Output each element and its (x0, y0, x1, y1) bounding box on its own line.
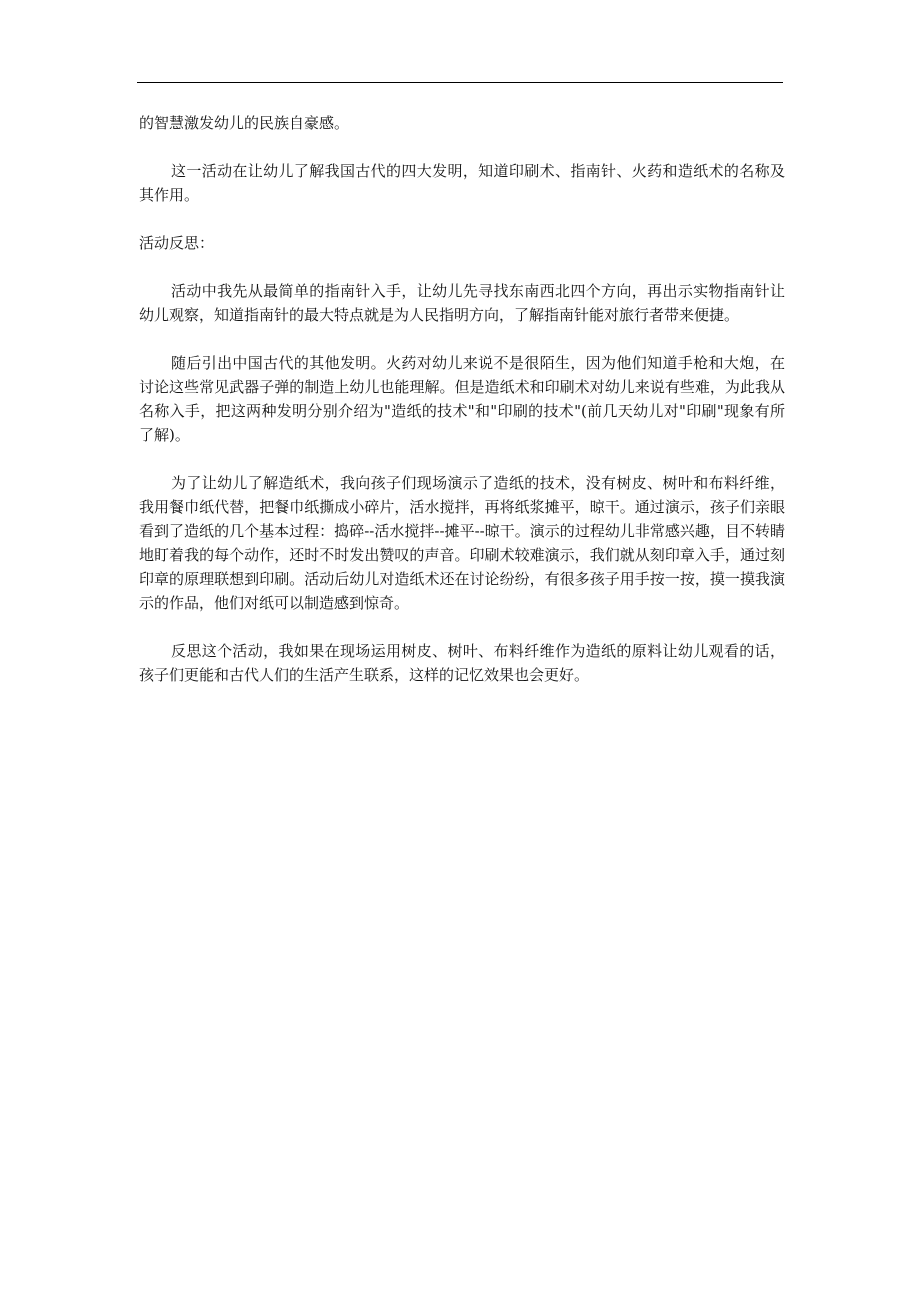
paragraph-papermaking-demo: 为了让幼儿了解造纸术，我向孩子们现场演示了造纸的技术，没有树皮、树叶和布料纤维，我用餐巾纸代替，把餐巾纸撕成小碎片，活水搅拌，再将纸浆摊平，晾干。通过演示，孩子们亲眼看到了造纸的几个基本过程：捣碎--活水搅拌--摊平--晾干。演示的过程幼儿非常感兴趣，目不转睛地盯着我的每个动作，还时不时发出赞叹的声音。印刷术较难演示，我们就从刻印章入手，通过刻印章的原理联想到印刷。活动后幼儿对造纸术还在讨论纷纷，有很多孩子用手按一按，摸一摸我演示的作品，他们对纸可以制造感到惊奇。 (139, 474, 785, 612)
paragraph-activity-summary: 这一活动在让幼儿了解我国古代的四大发明，知道印刷术、指南针、火药和造纸术的名称及其作用。 (139, 162, 785, 204)
header-rule (137, 82, 783, 83)
paragraph-continuation: 的智慧激发幼儿的民族自豪感。 (139, 114, 350, 132)
section-heading-reflection: 活动反思： (139, 234, 215, 252)
paragraph-compass: 活动中我先从最简单的指南针入手，让幼儿先寻找东南西北四个方向，再出示实物指南针让幼儿观察，知道指南针的最大特点就是为人民指明方向，了解指南针能对旅行者带来便捷。 (139, 282, 785, 324)
paragraph-reflection-conclusion: 反思这个活动，我如果在现场运用树皮、树叶、布料纤维作为造纸的原料让幼儿观看的话，孩子们更能和古代人们的生活产生联系，这样的记忆效果也会更好。 (139, 642, 785, 684)
paragraph-other-inventions: 随后引出中国古代的其他发明。火药对幼儿来说不是很陌生，因为他们知道手枪和大炮，在讨论这些常见武器子弹的制造上幼儿也能理解。但是造纸术和印刷术对幼儿来说有些难，为此我从名称入手，把这两种发明分别介绍为"造纸的技术"和"印刷的技术"(前几天幼儿对"印刷"现象有所了解)。 (139, 354, 785, 444)
document-body (139, 111, 785, 711)
